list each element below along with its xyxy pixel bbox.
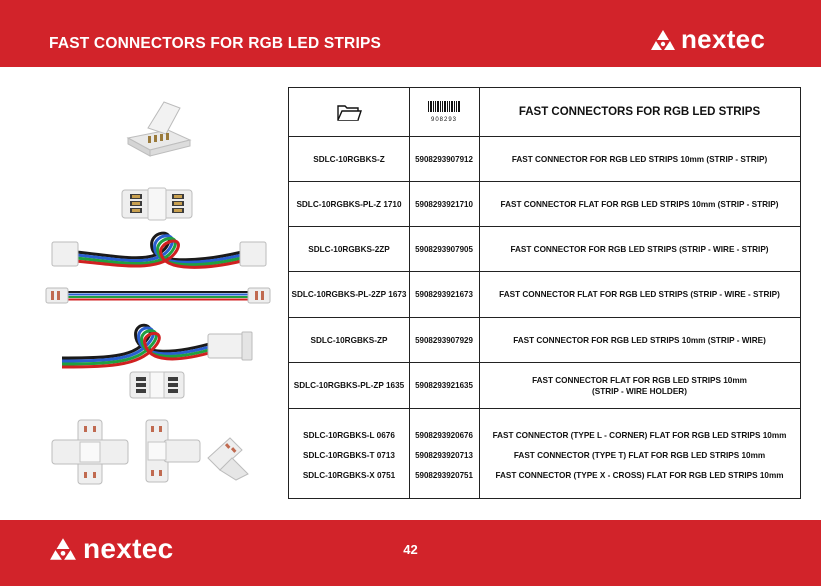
product-description: FAST CONNECTOR (TYPE X - CROSS) FLAT FOR RGB LED STRIPS 10mm (495, 471, 784, 480)
product-description: FAST CONNECTOR FOR RGB LED STRIPS (STRIP - WIRE - STRIP) (510, 244, 769, 254)
ean-code: 5908293907912 (415, 154, 473, 164)
table-row (289, 181, 800, 226)
connector-l-corner-image (204, 432, 252, 482)
product-description: FAST CONNECTOR FLAT FOR RGB LED STRIPS (STRIP - WIRE - STRIP) (499, 290, 780, 299)
product-code: SDLC-10RGBKS-ZP (310, 335, 388, 345)
table-header-row (289, 88, 800, 136)
product-code-group (289, 409, 409, 498)
product-code: SDLC-10RGBKS-2ZP (308, 244, 390, 254)
product-code: SDLC-10RGBKS-Z (313, 154, 385, 164)
logo-text: nextec (681, 24, 766, 54)
table-row (289, 362, 800, 408)
product-description: FAST CONNECTOR FOR RGB LED STRIPS 10mm (STRIP - WIRE) (513, 335, 766, 345)
barcode-digits: 908293 (430, 116, 458, 123)
barcode-cell (409, 88, 479, 136)
product-table (288, 87, 801, 499)
ean-code: 5908293920676 (415, 431, 473, 440)
table-title: FAST CONNECTORS FOR RGB LED STRIPS (518, 105, 761, 118)
connector-flat-wire-holder-image (128, 370, 186, 400)
description-line-2: (STRIP - WIRE HOLDER) (592, 386, 687, 396)
logo-text: nextec (83, 533, 174, 564)
connector-strip-strip-image (124, 98, 196, 160)
product-description: FAST CONNECTOR FLAT FOR RGB LED STRIPS 10mm (STRIP - STRIP) (500, 199, 779, 209)
nextec-logo-header (650, 24, 765, 55)
page-title: FAST CONNECTORS FOR RGB LED STRIPS (49, 35, 382, 52)
ean-code: 5908293907929 (415, 335, 473, 345)
product-description: FAST CONNECTOR (TYPE L - CORNER) FLAT FOR RGB LED STRIPS 10mm (492, 431, 787, 440)
table-row (289, 317, 800, 362)
ean-code-group (409, 409, 479, 498)
nextec-logo-icon (650, 29, 676, 51)
product-code: SDLC-10RGBKS-PL-ZP 1635 (293, 381, 405, 390)
product-description: FAST CONNECTOR FOR RGB LED STRIPS 10mm (STRIP - STRIP) (511, 154, 768, 164)
ean-code: 5908293921673 (415, 290, 473, 299)
connector-x-cross-image (50, 418, 130, 486)
ean-code: 5908293920751 (415, 471, 473, 480)
product-description: FAST CONNECTOR (TYPE T) FLAT FOR RGB LED STRIPS 10mm (513, 451, 766, 460)
connector-flat-strip-strip-image (120, 186, 194, 222)
table-row (289, 271, 800, 317)
product-code: SDLC-10RGBKS-T 0713 (303, 451, 395, 460)
connector-strip-wire-strip-image (48, 226, 270, 276)
connector-flat-strip-wire-strip-image (44, 285, 272, 305)
table-row (289, 226, 800, 271)
ean-code: 5908293921635 (415, 381, 473, 390)
product-description-group (479, 409, 800, 498)
product-code: SDLC-10RGBKS-L 0676 (303, 431, 395, 440)
description-line-1: FAST CONNECTOR FLAT FOR RGB LED STRIPS 10mm (532, 375, 747, 385)
barcode-icon (427, 101, 461, 117)
product-code: SDLC-10RGBKS-PL-Z 1710 (296, 199, 402, 209)
product-description (479, 363, 800, 408)
product-code: SDLC-10RGBKS-PL-2ZP 1673 (291, 290, 407, 299)
folder-icon-cell (289, 88, 409, 136)
ean-code: 5908293920713 (415, 451, 473, 460)
table-row (289, 136, 800, 181)
connector-t-image (144, 418, 202, 484)
page-number: 42 (403, 542, 418, 557)
ean-code: 5908293921710 (415, 199, 473, 209)
connector-strip-wire-image (56, 314, 260, 370)
table-row-group (289, 408, 800, 498)
ean-code: 5908293907905 (415, 244, 473, 254)
product-code: SDLC-10RGBKS-X 0751 (302, 471, 396, 480)
folder-icon (336, 102, 362, 122)
